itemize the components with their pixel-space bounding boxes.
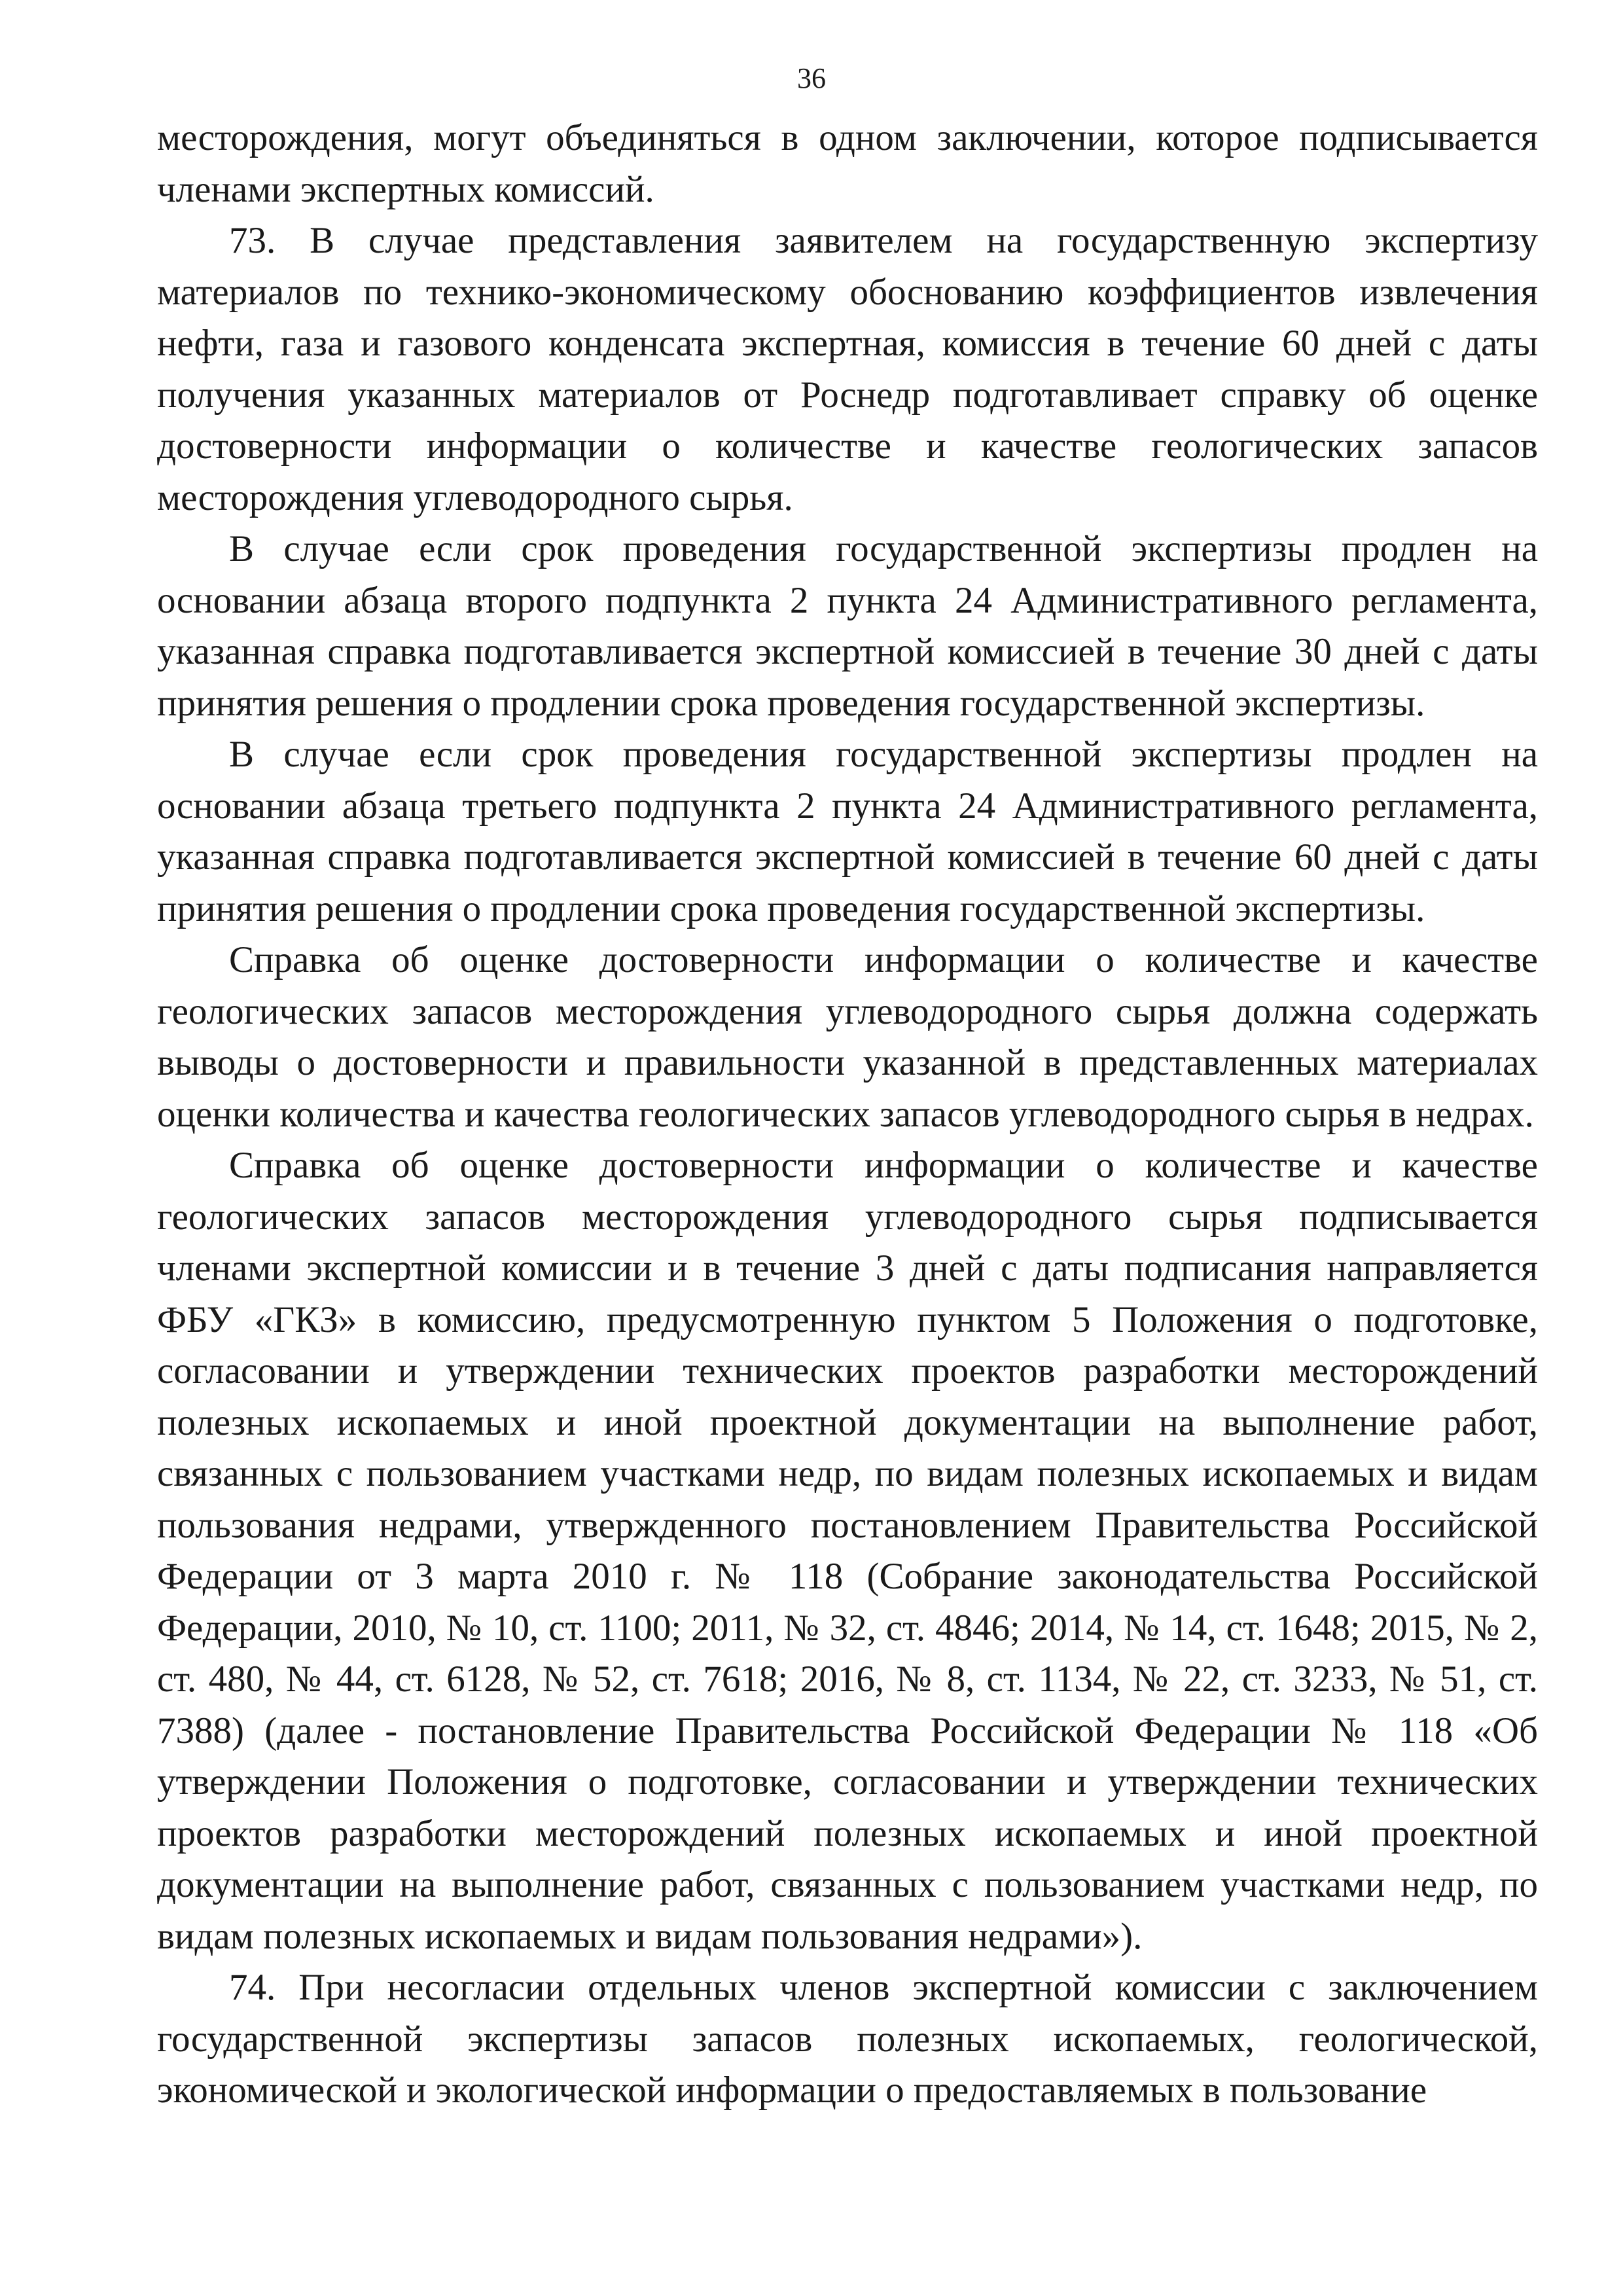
document-body (157, 113, 1538, 2117)
paragraph-reference-content: Справка об оценке достоверности информации о количестве и качестве геологических запасов месторождения углеводородного сырья должна содержать выводы о достоверности и правильности указанной в представленных материалах оценки количества и качества геологических запасов углеводородного сырья в недрах. (157, 939, 1538, 1135)
paragraph-extension-second-subitem: В случае если срок проведения государственной экспертизы продлен на основании абзаца второго подпункта 2 пункта 24 Административного регламента, указанная справка подготавливается экспертной комиссией в течение 30 дней с даты принятия решения о продлении срока проведения государственной экспертизы. (157, 528, 1538, 724)
paragraph-item-74: 74. При несогласии отдельных членов экспертной комиссии с заключением государственной экспертизы запасов полезных ископаемых, геологической, экономической и экологической информации о предоставляемых в пользование (157, 1967, 1538, 2111)
paragraph-continuation: месторождения, могут объединяться в одном заключении, которое подписывается членами экспертных комиссий. (157, 117, 1538, 210)
paragraph-item-73: 73. В случае представления заявителем на государственную экспертизу материалов по технико-экономическому обоснованию коэффициентов извлечения нефти, газа и газового конденсата экспертная, комиссия в течение 60 дней с даты получения указанных материалов от Роснедр подготавливает справку об оценке достоверности информации о количестве и качестве геологических запасов месторождения углеводородного сырья. (157, 220, 1538, 518)
page-number: 36 (797, 62, 826, 94)
paragraph-extension-third-subitem: В случае если срок проведения государственной экспертизы продлен на основании абзаца третьего подпункта 2 пункта 24 Административного регламента, указанная справка подготавливается экспертной комиссией в течение 60 дней с даты принятия решения о продлении срока проведения государственной экспертизы. (157, 734, 1538, 929)
paragraph-reference-signing: Справка об оценке достоверности информации о количестве и качестве геологических запасов месторождения углеводородного сырья подписывается членами экспертной комиссии и в течение 3 дней с даты подписания направляется ФБУ «ГКЗ» в комиссию, предусмотренную пунктом 5 Положения о подготовке, согласовании и утверждении технических проектов разработки месторождений полезных ископаемых и иной проектной документации на выполнение работ, связанных с пользованием участками недр, по видам полезных ископаемых и видам пользования недрами, утвержденного постановлением Правительства Российской Федерации от 3 марта 2010 г. № 118 (Собрание законодательства Российской Федерации, 2010, № 10, ст. 1100; 2011, № 32, ст. 4846; 2014, № 14, ст. 1648; 2015, № 2, ст. 480, № 44, ст. 6128, № 52, ст. 7618; 2016, № 8, ст. 1134, № 22, ст. 3233, № 51, ст. 7388) (далее - постановление Правительства Российской Федерации № 118 «Об утверждении Положения о подготовке, согласовании и утверждении технических проектов разработки месторождений полезных ископаемых и иной проектной документации на выполнение работ, связанных с пользованием участками недр, по видам полезных ископаемых и видам пользования недрами»). (157, 1145, 1538, 1957)
